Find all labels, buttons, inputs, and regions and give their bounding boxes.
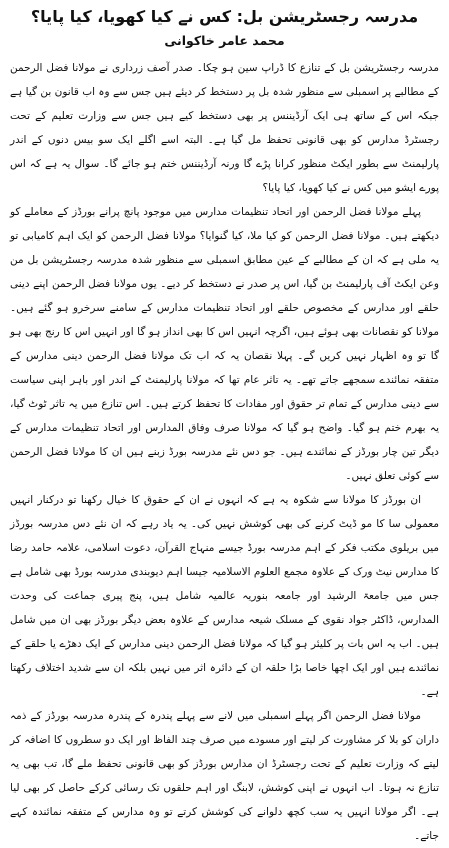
article-paragraph: ان بورڈز کا مولانا سے شکوہ یہ ہے کہ انہوں نے ان کے حقوق کا خیال رکھنا تو درکنار انہیں معمولی سا کا مو ڈیٹ کرنے کی بھی کوشش نہیں کی۔ یہ یاد رہے کہ ان نئے دس مدرسہ بورڈز میں بریلوی مکتب فکر کے اہم مدرسہ بورڈ جیسے منہاج القرآن، دعوت اسلامی، علامہ حامد رضا کا مدارس نیٹ ورک کے علاوہ مجمع العلوم الاسلامیہ جیسا اہم دیوبندی مدرسہ بورڈ بھی شامل ہے جس میں جامعۃ الرشید اور جامعہ بنوریہ عالمیہ شامل ہیں، پنج پیری جماعت کی وحدت المدارس، ڈاکٹر جواد نقوی کے مسلک شیعہ مدارس کے علاوہ بعض دیگر بورڈز بھی ان میں شامل ہیں۔ اب یہ اس بات پر کلیئر ہو گیا کہ مولانا فضل الرحمن دینی مدارس کے ایک دھڑے یا حلقے کے نمائندے ہیں اور ایک اچھا خاصا بڑا حلقہ ان کے دائرہ اثر میں نہیں بلکہ ان سے شدید اختلاف رکھتا ہے۔ — [10, 494, 439, 698]
article-body — [10, 56, 439, 848]
article-title: مدرسہ رجسٹریشن بل: کس نے کیا کھویا، کیا پایا؟ — [30, 7, 419, 26]
article-paragraph: پہلے مولانا فضل الرحمن اور اتحاد تنظیمات مدارس میں موجود پانچ پرانے بورڈز کے معاملے کو دیکھتے ہیں۔ مولانا فضل الرحمن کو کیا ملا، کیا گنوایا؟ مولانا فضل الرحمن کو ایک اہم کامیابی تو یہ ملی ہے کہ ان کے مطالبے کے عین مطابق اسمبلی سے منظور شدہ مدرسہ رجسٹریشن بل من وعن ایکٹ آف پارلیمنٹ بن گیا، اس پر صدر نے دستخط کر دیے۔ یوں مولانا فضل الرحمن اپنے دینی حلقے اور مدارس کے مخصوص حلقے اور اتحاد تنظیمات مدارس کے سامنے سرخرو ہو گئے ہیں۔ مولانا کو نقصانات بھی ہوئے ہیں، اگرچہ انہیں اس کا بھی انداز ہو گا اور انہیں اس کا رنج بھی ہو گا تو وہ اظہار نہیں کریں گے۔ پہلا نقصان یہ کہ اب تک مولانا فضل الرحمن دینی مدارس کے متفقہ نمائندے سمجھے جاتے تھے۔ یہ تاثر عام تھا کہ مولانا پارلیمنٹ کے اندر اور باہر اپنی سیاست سے دینی مدارس کے تمام تر حقوق اور مفادات کا تحفظ کرتے ہیں۔ اس تنازع میں یہ تاثر ٹوٹ گیا، یہ بھرم ختم ہو گیا۔ واضح ہو گیا کہ مولانا صرف وفاق المدارس اور اتحاد تنظیمات مدارس کے دیگر تین چار بورڈز کے نمائندے ہیں۔ جو دس نئے مدرسہ بورڈ زبنے ہیں ان کا مولانا فضل الرحمن سے کوئی تعلق نہیں۔ — [10, 206, 439, 482]
article-author: محمد عامر خاکوانی — [164, 33, 285, 48]
article-paragraph: مولانا فضل الرحمن اگر پہلے اسمبلی میں لانے سے پہلے پندرہ کے پندرہ مدرسہ بورڈز کے ذمہ داران کو بلا کر مشاورت کر لیتے اور مسودے میں صرف چند الفاظ اور ایک دو سطروں کا اضافہ کر لیتے کہ وزارت تعلیم کے تحت رجسٹرڈ ان مدارس بورڈز کو بھی قانونی تحفظ ملے گا، تب بھی یہ تنازع نہ ہوتا۔ اب انہوں نے اپنی کوشش، لابنگ اور اہم حلقوں تک رسائی کرکے حاصل کر بھی لیا ہے۔ اگر مولانا انہیں یہ سب کچھ دلوانے کی کوشش کرتے تو وہ مدارس کے متفقہ نمائندہ کہے جاتے۔ — [10, 710, 439, 842]
article-paragraph: مدرسہ رجسٹریشن بل کے تنازع کا ڈراپ سین ہو چکا۔ صدر آصف زرداری نے مولانا فضل الرحمن کے مطالبے پر اسمبلی سے منظور شدہ بل پر دستخط کر دیئے ہیں جس سے وہ اب قانون بن گیا ہے جبکہ اس کے ساتھ ہی ایک آرڈیننس پر بھی دستخط کیے ہیں جس سے وزارت تعلیم کے تحت رجسٹرڈ مدارس کو بھی قانونی تحفظ مل گیا ہے۔ البتہ اسے اگلے ایک سو بیس دنوں کے اندر پارلیمنٹ سے بطور ایکٹ منظور کرانا پڑے گا ورنہ آرڈیننس ختم ہو جائے گا۔ سوال یہ ہے کہ اس پورے ایشو میں کس نے کیا کھویا، کیا پایا؟ — [10, 62, 439, 194]
